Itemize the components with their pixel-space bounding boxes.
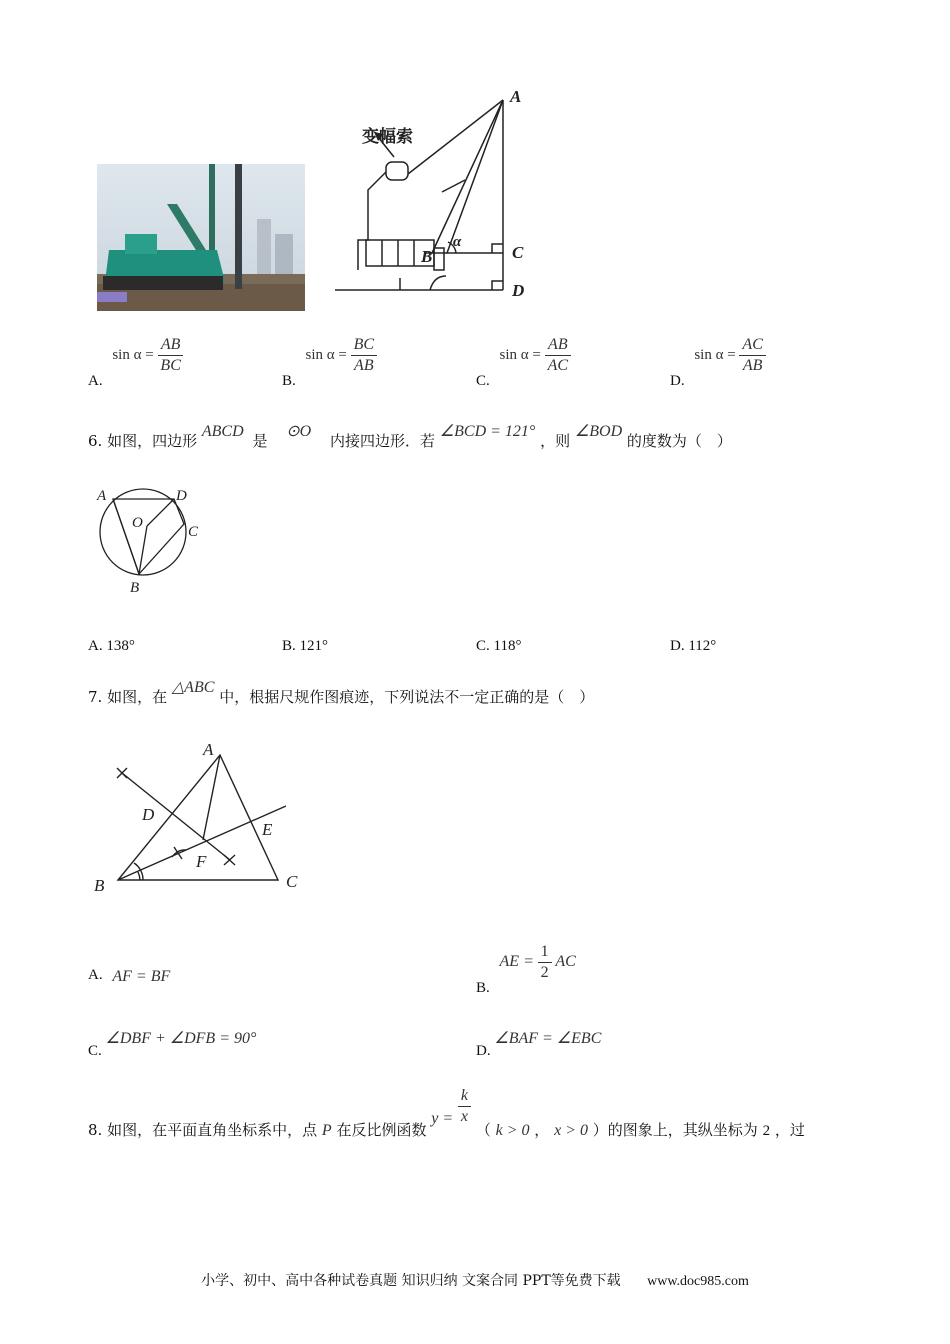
label-B: B (421, 247, 433, 266)
q7-figure (90, 735, 310, 895)
label-C: C (512, 243, 524, 262)
svg-text:D: D (176, 488, 187, 504)
crane-diagram (330, 80, 540, 300)
cable-label: 变幅索 (362, 127, 413, 147)
footer-text: 小学、初中、高中各种试卷真题 知识归纳 文案合同 PPT等免费下载 (201, 1273, 621, 1289)
q6-figure (92, 482, 212, 600)
q7-option-c[interactable]: C. ∠DBF + ∠DFB = 90° (88, 1030, 257, 1059)
q5-option-b[interactable]: B. sin α = $\frac{BC}{AB}$ (282, 335, 377, 376)
svg-text:B: B (94, 876, 105, 895)
label-alpha: α (453, 234, 462, 250)
svg-text:B: B (130, 580, 140, 596)
svg-text:A: A (97, 488, 107, 504)
footer (0, 1270, 950, 1290)
q7-option-b[interactable]: B. AE = $\frac{1}{2}$ AC (476, 943, 576, 996)
svg-text:F: F (196, 852, 207, 871)
footer-url[interactable]: www.doc985.com (647, 1274, 749, 1289)
q6-option-c[interactable]: C. 118° (476, 638, 522, 654)
q7-option-a[interactable]: A. AF = BF (88, 967, 171, 985)
svg-text:D: D (142, 805, 155, 824)
svg-text:C: C (188, 524, 199, 540)
q7-stem: 7. 如图，在 △ABC 中，根据尺规作图痕迹，下列说法不一定正确的是（ ） (88, 679, 595, 706)
label-D: D (512, 281, 525, 300)
q7-option-d[interactable]: D. ∠BAF = ∠EBC (476, 1030, 602, 1059)
label-A: A (510, 87, 522, 106)
svg-text:O: O (132, 515, 143, 531)
svg-text:C: C (286, 872, 298, 891)
q6-option-b[interactable]: B. 121° (282, 638, 329, 654)
crane-photo (97, 164, 305, 311)
q6-option-a[interactable]: A. 138° (88, 638, 135, 654)
q8-stem: 8. 如图，在平面直角坐标系中，点 P 在反比例函数 y = $\frac{k}{x}$ （ k > 0 ， x > 0 ）的图象上，其纵坐标为 2 ，过 (88, 1087, 805, 1139)
q5-option-c[interactable]: C. sin α = $\frac{AB}{AC}$ (476, 335, 571, 376)
q6-stem: 6. 如图，四边形 ABCD 是 ⊙O 内接四边形．若 ∠BCD = 121° ，则 ∠BOD 的度数为（ ） (88, 423, 732, 450)
svg-text:A: A (203, 740, 214, 759)
q5-option-d[interactable]: D. sin α = $\frac{AC}{AB}$ (670, 335, 766, 376)
svg-text:E: E (262, 820, 273, 839)
q6-option-d[interactable]: D. 112° (670, 638, 717, 654)
q5-option-a[interactable]: A. sin α = $\frac{AB}{BC}$ (88, 335, 184, 376)
